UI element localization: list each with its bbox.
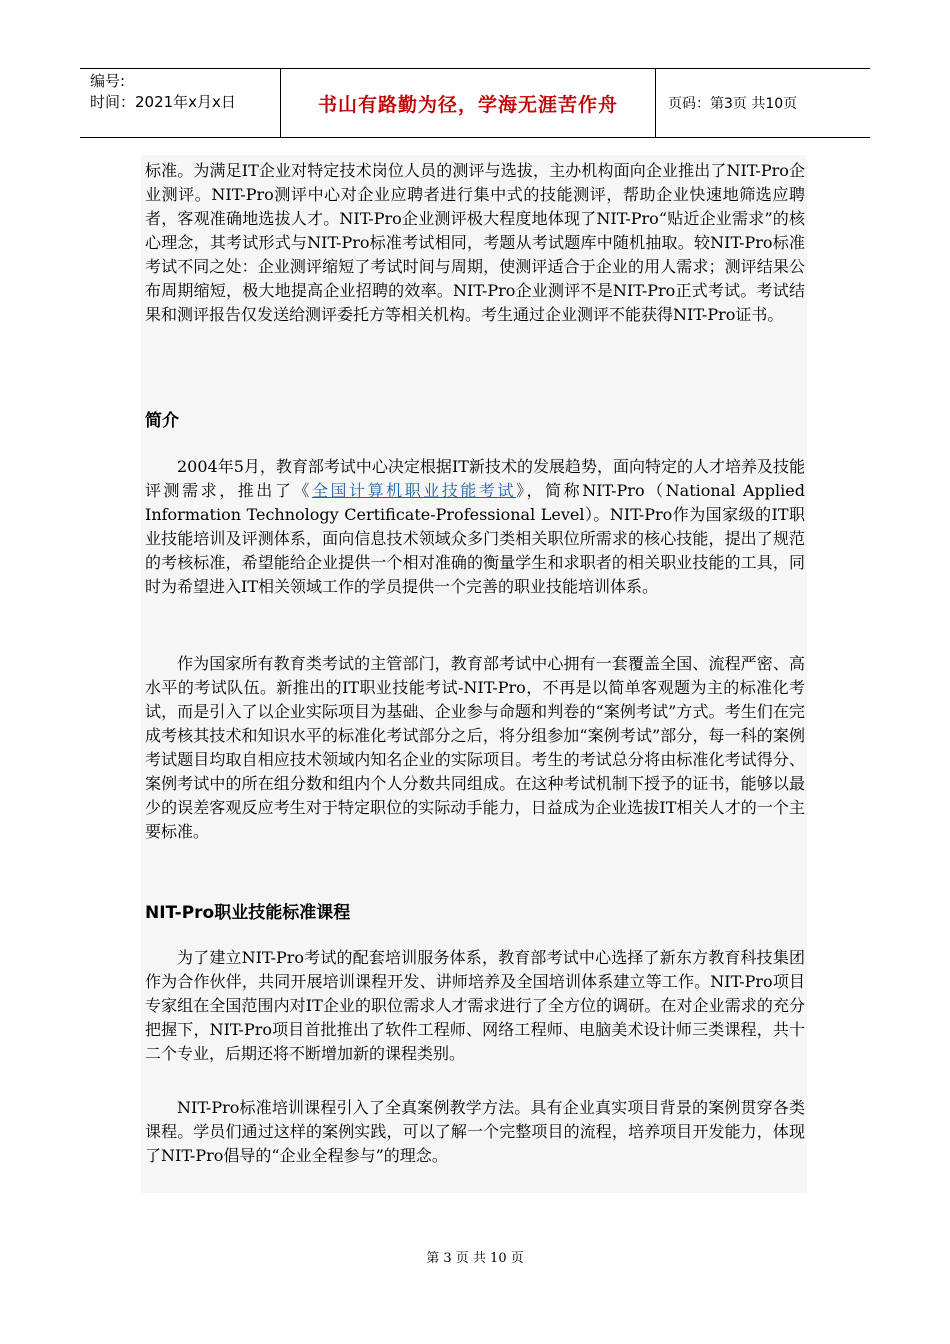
intro-text-before: 2004年5月，教育部考试中心决定根据IT新技术的发展趋势，面向特定的人才培养及技能评测需求，推出了《: [145, 457, 805, 500]
paragraph-case-teaching: NIT-Pro标准培训课程引入了全真案例教学方法。具有企业真实项目背景的案例贯穿各类课程。学员们通过这样的案例实践，可以了解一个完整项目的流程，培养项目开发能力，体现了NIT-Pro倡导的“企业全程参与”的理念。: [145, 1098, 805, 1165]
page-footer: 第 3 页 共 10 页: [426, 1251, 524, 1266]
document-time: 时间：2021年x月x日: [90, 93, 236, 111]
paragraph-intro: [145, 455, 805, 599]
intro-text-after: 》，简称NIT-Pro（National Applied Information Technology Certificate-Professional Level）。NIT-Pro作为国家级的IT职业技能培训及评测体系，面向信息技术领域众多门类相关职位所需求的核心技能，提出了规范的考核标准，希望能给企业提供一个相对准确的衡量学生和求职者的相关职业技能的工具，同时为希望进入IT相关领域工作的学员提供一个完善的职业技能培训体系。: [145, 481, 805, 596]
paragraph-training-system: 为了建立NIT-Pro考试的配套培训服务体系，教育部考试中心选择了新东方教育科技集团作为合作伙伴，共同开展培训课程开发、讲师培养及全国培训体系建立等工作。NIT-Pro项目专家组在全国范围内对IT企业的职位需求人才需求进行了全方位的调研。在对企业需求的充分把握下，NIT-Pro项目首批推出了软件工程师、网络工程师、电脑美术设计师三类课程，共十二个专业，后期还将不断增加新的课程类别。: [145, 948, 805, 1063]
exam-link[interactable]: 全国计算机职业技能考试: [311, 481, 516, 500]
document-number-label: 编号:: [90, 72, 126, 90]
paragraph-exam-center: 作为国家所有教育类考试的主管部门，教育部考试中心拥有一套覆盖全国、流程严密、高水平的考试队伍。新推出的IT职业技能考试-NIT-Pro，不再是以简单客观题为主的标准化考试，而是引入了以企业实际项目为基础、企业参与命题和判卷的“案例考试”方式。考生们在完成考核其技术和知识水平的标准化考试部分之后，将分组参加“案例考试”部分，每一科的案例考试题目均取自相应技术领域内知名企业的实际项目。考生的考试总分将由标准化考试得分、案例考试中的所在组分数和组内个人分数共同组成。在这种考试机制下授予的证书，能够以最少的误差客观反应考生对于特定职位的实际动手能力，日益成为企业选拔IT相关人才的一个主要标准。: [145, 654, 805, 841]
section-heading-intro: 简介: [145, 411, 179, 431]
paragraph-enterprise-assessment: 标准。为满足IT企业对特定技术岗位人员的测评与选拔，主办机构面向企业推出了NIT-Pro企业测评。NIT-Pro测评中心对企业应聘者进行集中式的技能测评，帮助企业快速地筛选应聘者，客观准确地选拔人才。NIT-Pro企业测评极大程度地体现了NIT-Pro“贴近企业需求”的核心理念，其考试形式与NIT-Pro标准考试相同，考题从考试题库中随机抽取。较NIT-Pro标准考试不同之处：企业测评缩短了考试时间与周期，使测评适合于企业的用人需求；测评结果公布周期缩短，极大地提高企业招聘的效率。NIT-Pro企业测评不是NIT-Pro正式考试。考试结果和测评报告仅发送给测评委托方等相关机构。考生通过企业测评不能获得NIT-Pro证书。: [145, 161, 805, 324]
section-heading-courses: NIT-Pro职业技能标准课程: [145, 903, 351, 923]
header-meta: [80, 69, 280, 137]
header-page-code: 页码：第3页 共10页: [668, 96, 798, 112]
header-motto: 书山有路勤为径，学海无涯苦作舟: [280, 69, 656, 137]
page-header: [80, 68, 870, 138]
